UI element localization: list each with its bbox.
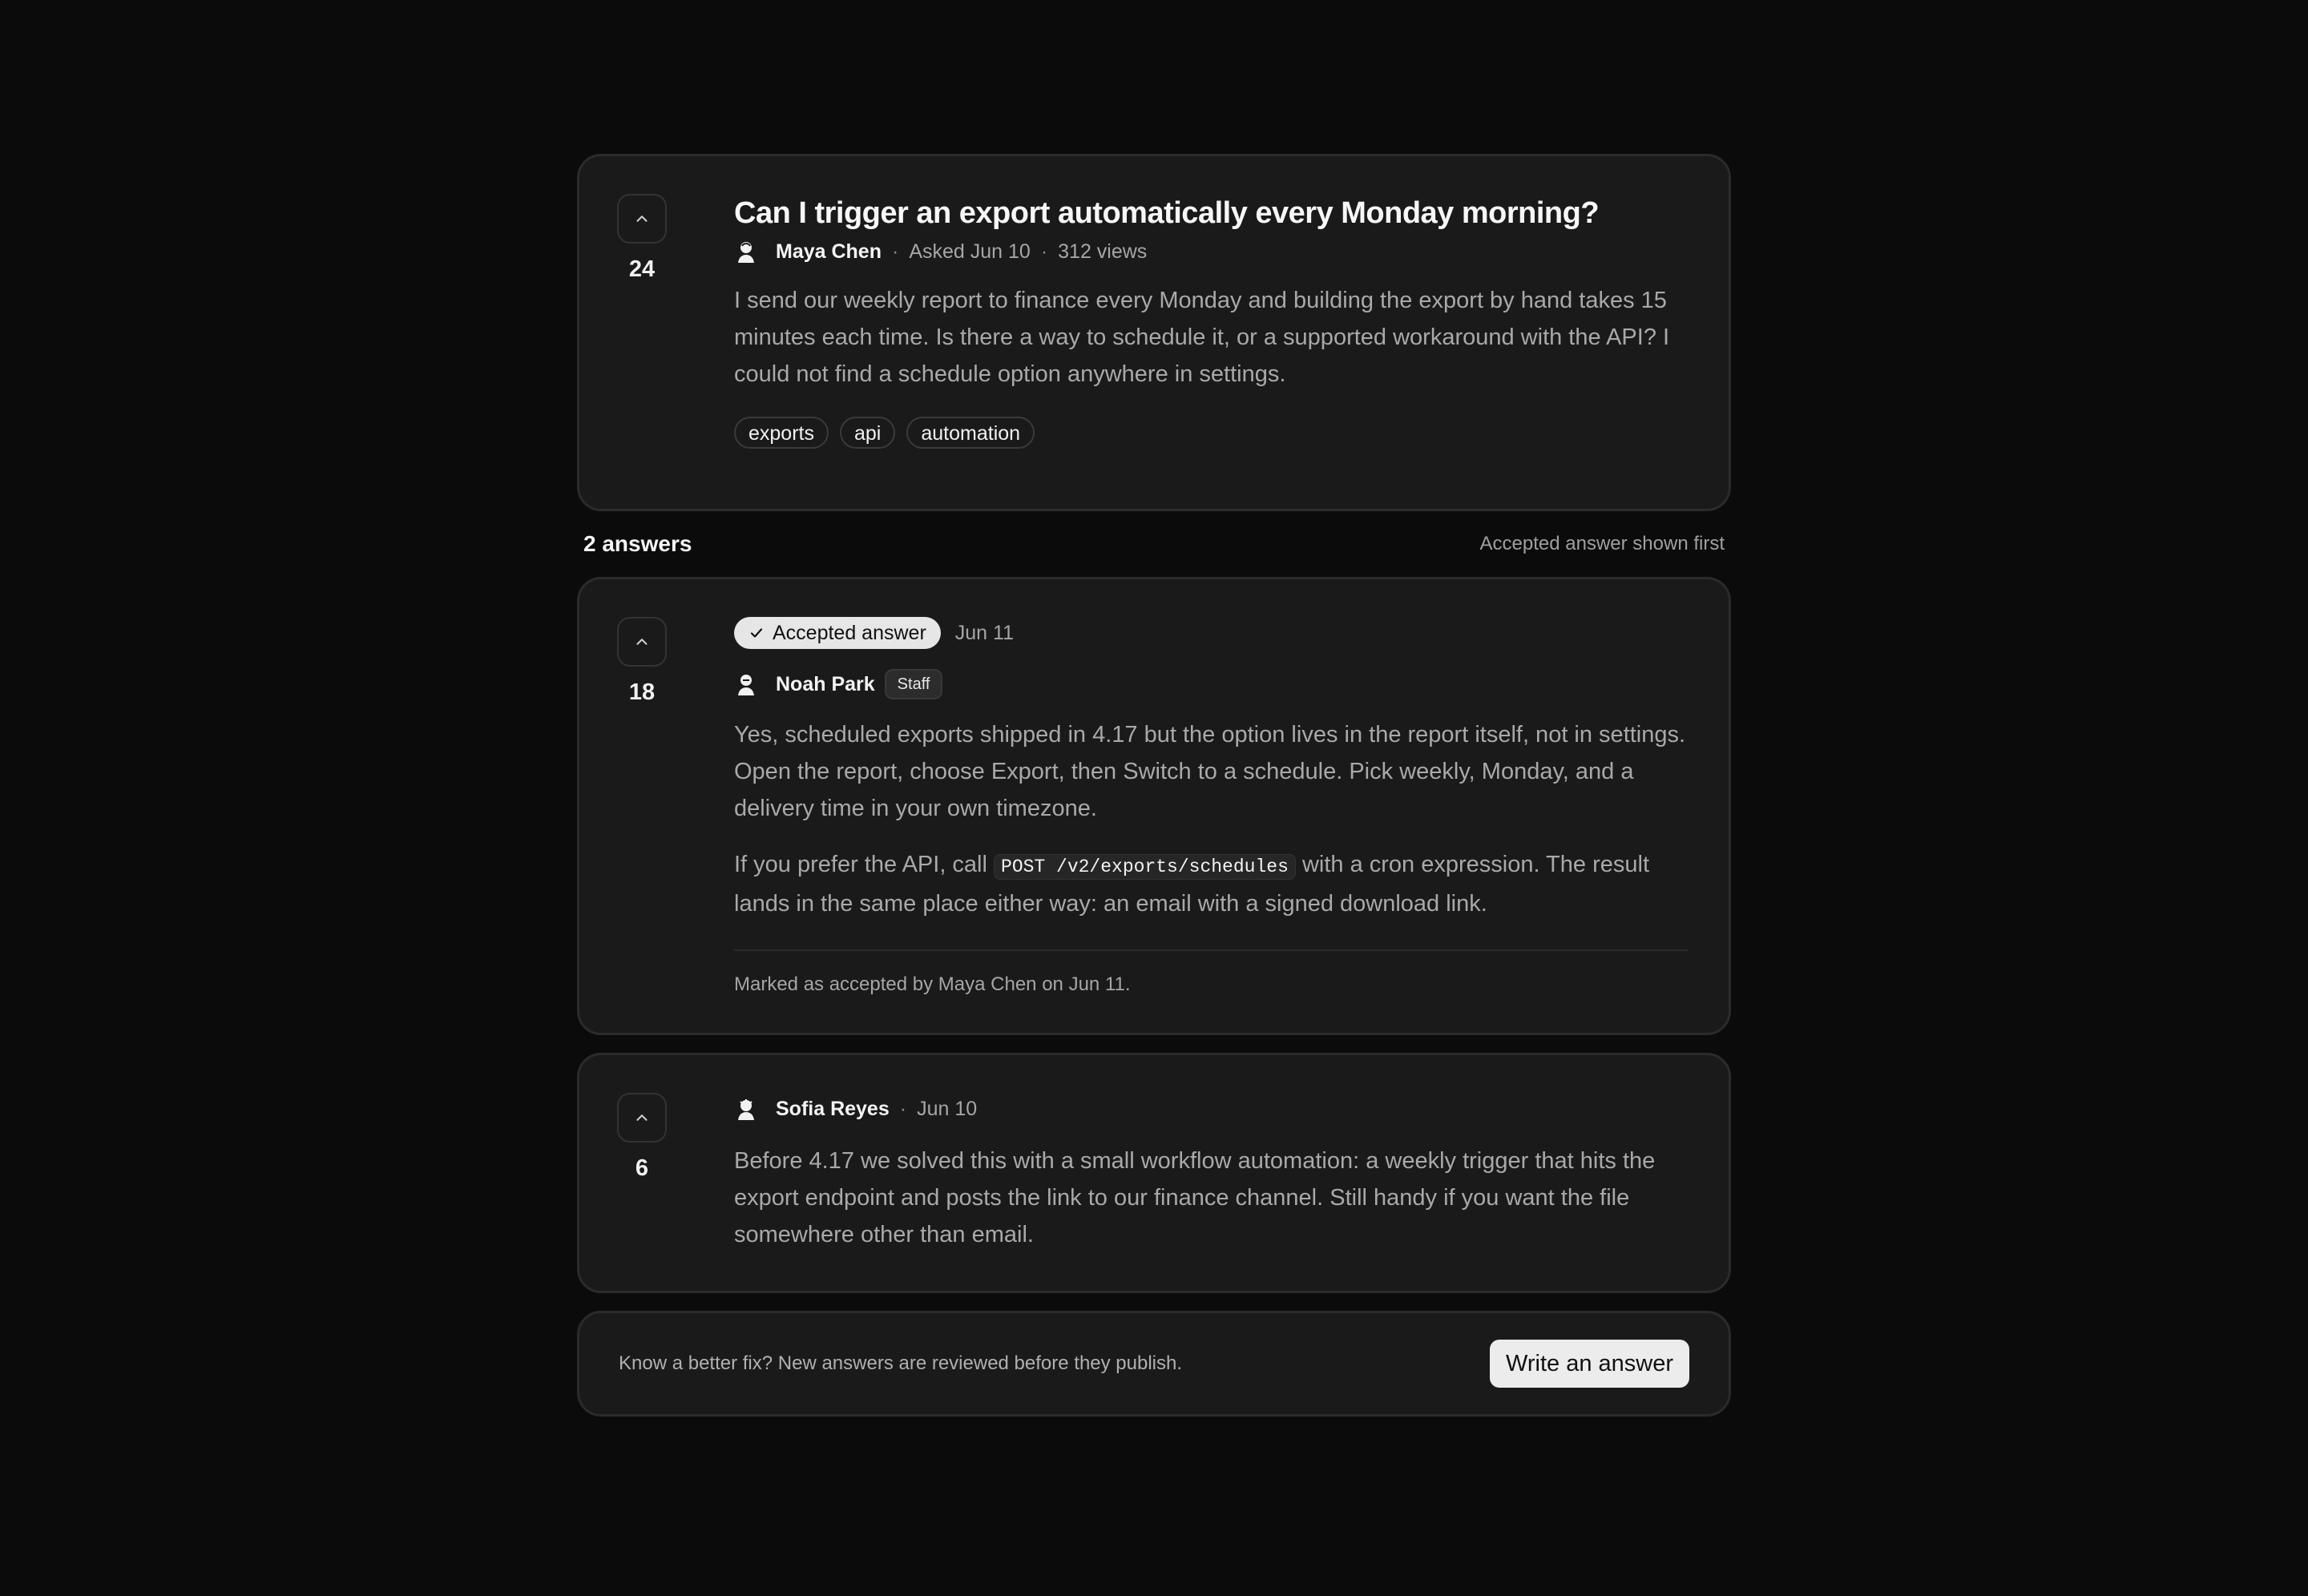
accepted-badge [734, 617, 941, 649]
question-vote-count: 24 [628, 256, 656, 282]
question-meta [734, 236, 1689, 268]
answer-meta [734, 668, 1689, 700]
qa-thread [577, 154, 1731, 1417]
question-title: Can I trigger an export automatically every Monday morning? [734, 196, 1600, 230]
answer-vote-count: 6 [635, 1155, 649, 1181]
avatar-icon[interactable] [734, 1097, 758, 1121]
answer-upvote-button[interactable] [617, 1093, 667, 1143]
write-answer-banner [577, 1311, 1731, 1417]
tag-exports[interactable]: exports [734, 417, 829, 449]
accepted-label: Accepted answer [773, 621, 926, 644]
tag-api[interactable]: api [840, 417, 895, 449]
check-icon [748, 625, 765, 641]
answer-vote [617, 617, 667, 994]
accepted-row [734, 617, 1689, 649]
write-answer-button[interactable]: Write an answer [1490, 1340, 1689, 1388]
question-content [734, 194, 1689, 470]
chevron-up-icon [633, 210, 651, 228]
avatar-icon[interactable] [734, 240, 758, 264]
question-card [577, 154, 1731, 511]
answer-paragraph-2-after: with a cron expression. The result lands in the same place either way: an email with a signed download link. [734, 852, 1649, 917]
question-views: 312 views [1058, 240, 1148, 263]
question-vote [617, 194, 667, 470]
chevron-up-icon [633, 1109, 651, 1126]
accepted-footnote: Marked as accepted by Maya Chen on Jun 11. [734, 973, 1131, 995]
answer-author[interactable]: Sofia Reyes [776, 1097, 890, 1120]
question-body: I send our weekly report to finance every Monday and building the export by hand takes 15 minutes each time. Is there a way to schedule it, or a supported workaround with the API? I could not find a schedule option anywhere in settings. [734, 288, 1670, 387]
cta-text: Know a better fix? New answers are reviewed before they publish. [619, 1352, 1183, 1374]
chevron-up-icon [633, 633, 651, 651]
question-asked-date: Asked Jun 10 [909, 240, 1031, 263]
staff-badge: Staff [885, 669, 943, 699]
answer-meta [734, 1093, 1689, 1125]
answers-header [577, 523, 1731, 565]
answer-content [734, 1093, 1689, 1252]
avatar-icon[interactable] [734, 672, 758, 696]
separator-dot: · [899, 1097, 907, 1120]
separator-dot: · [891, 240, 899, 263]
api-endpoint-code: POST /v2/exports/schedules [994, 854, 1296, 880]
answer-author[interactable]: Noah Park [776, 672, 875, 695]
answer-upvote-button[interactable] [617, 617, 667, 667]
answer-card-accepted [577, 577, 1731, 1035]
answer-paragraph-2-before: If you prefer the API, call [734, 852, 987, 877]
separator-dot: · [1040, 240, 1048, 263]
answer-paragraph-1: Yes, scheduled exports shipped in 4.17 but the option lives in the report itself, not in settings. Open the report, choose Export, then Switch to a schedule. Pick weekly, Monday, and a delivery time in your own timezone. [734, 722, 1686, 821]
question-tags [734, 417, 1689, 449]
question-upvote-button[interactable] [617, 194, 667, 244]
tag-automation[interactable]: automation [906, 417, 1035, 449]
answer-vote [617, 1093, 667, 1252]
answers-count: 2 answers [583, 531, 692, 556]
answer-date: Jun 11 [954, 621, 1014, 644]
answers-sort-note: Accepted answer shown first [1479, 533, 1725, 554]
question-author[interactable]: Maya Chen [776, 240, 882, 263]
answer-body: Before 4.17 we solved this with a small workflow automation: a weekly trigger that hits the export endpoint and posts the link to our finance channel. Still handy if you want the file somewhere other than email. [734, 1148, 1656, 1247]
answer-paragraph-2 [734, 846, 1689, 922]
answer-vote-count: 18 [628, 679, 656, 705]
answer-date: Jun 10 [917, 1097, 978, 1120]
answer-content [734, 617, 1689, 994]
answer-card [577, 1053, 1731, 1293]
divider [734, 949, 1689, 951]
